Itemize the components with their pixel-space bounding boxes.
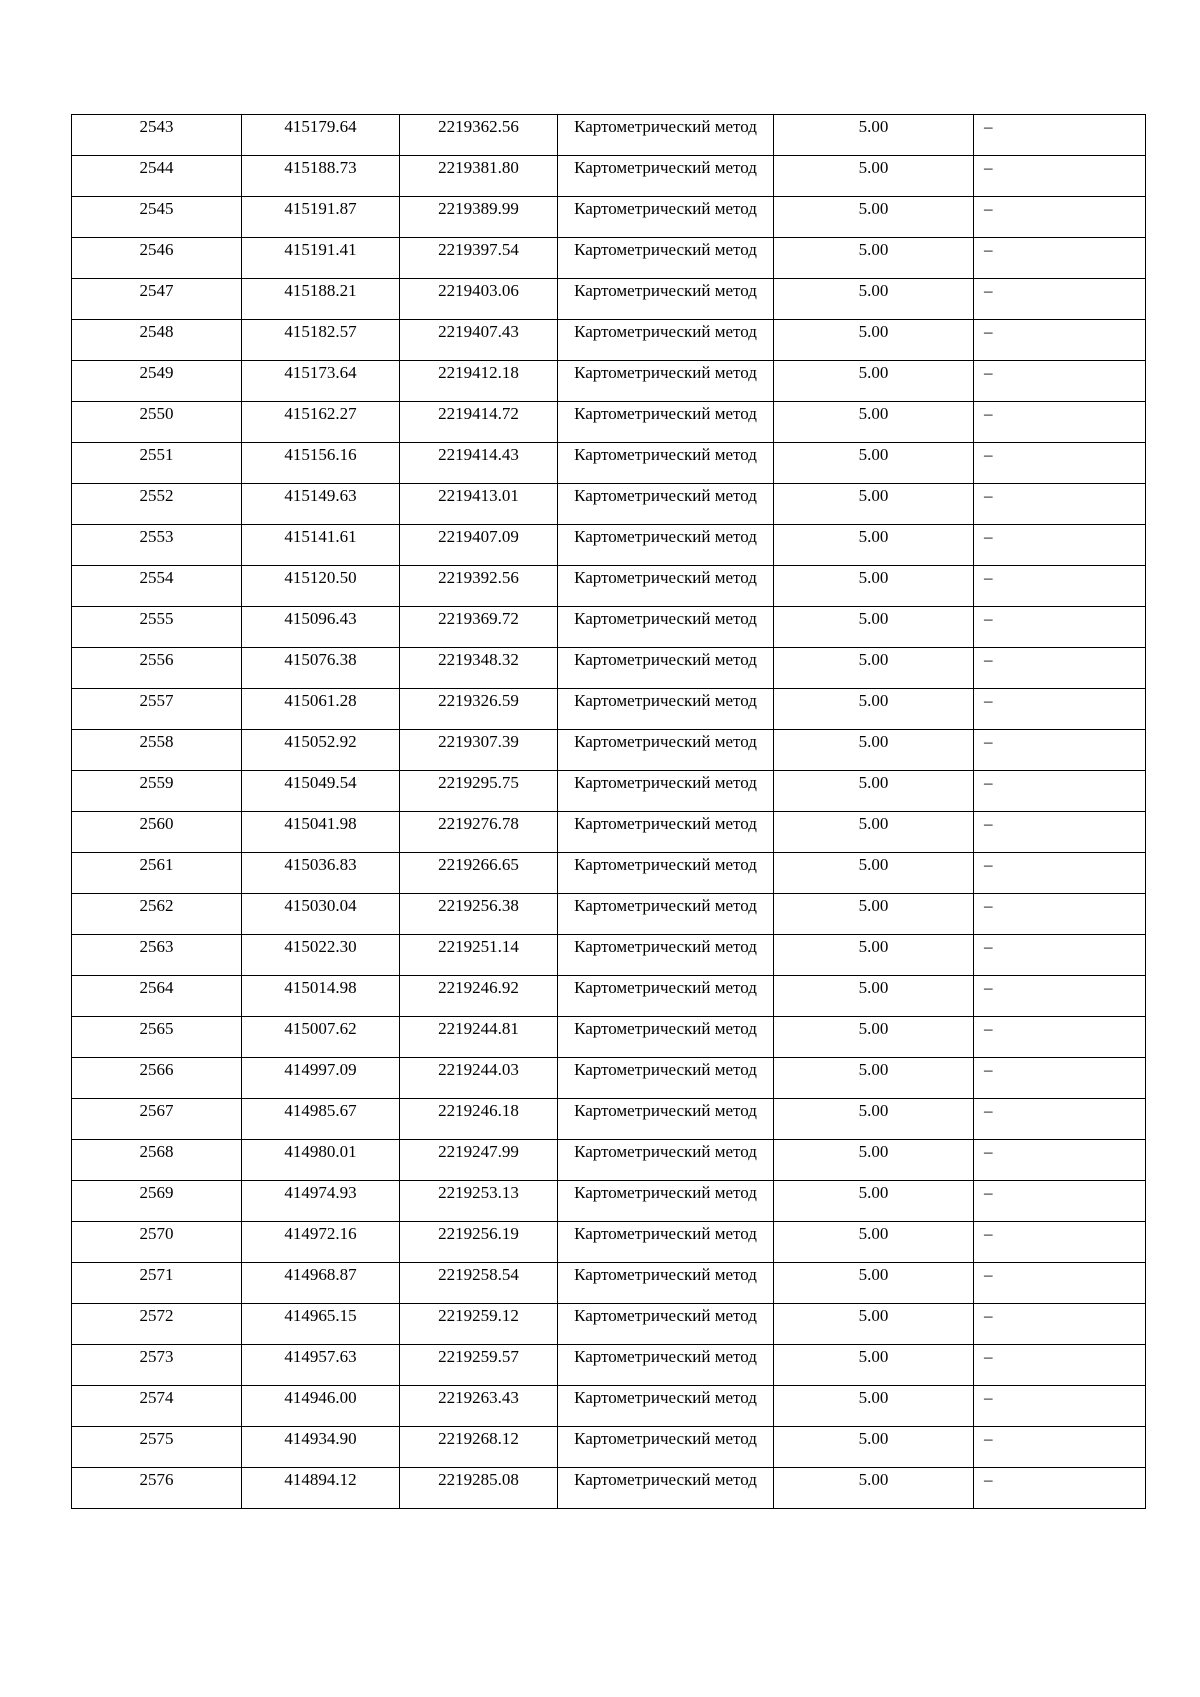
table-row xyxy=(72,894,1146,935)
x-coordinate-cell: 415149.63 xyxy=(242,484,400,525)
table-row xyxy=(72,1468,1146,1509)
method-cell: Картометрический метод xyxy=(558,361,774,402)
note-cell: – xyxy=(974,607,1146,648)
coordinates-table-container xyxy=(71,114,1146,1509)
method-cell: Картометрический метод xyxy=(558,648,774,689)
point-number-cell: 2550 xyxy=(72,402,242,443)
table-row xyxy=(72,115,1146,156)
table-row xyxy=(72,607,1146,648)
x-coordinate-cell: 415162.27 xyxy=(242,402,400,443)
x-coordinate-cell: 414980.01 xyxy=(242,1140,400,1181)
note-cell: – xyxy=(974,894,1146,935)
point-number-cell: 2574 xyxy=(72,1386,242,1427)
table-row xyxy=(72,279,1146,320)
accuracy-cell: 5.00 xyxy=(774,1181,974,1222)
method-cell: Картометрический метод xyxy=(558,1222,774,1263)
y-coordinate-cell: 2219307.39 xyxy=(400,730,558,771)
method-cell: Картометрический метод xyxy=(558,771,774,812)
note-cell: – xyxy=(974,115,1146,156)
y-coordinate-cell: 2219258.54 xyxy=(400,1263,558,1304)
x-coordinate-cell: 415141.61 xyxy=(242,525,400,566)
table-row xyxy=(72,771,1146,812)
point-number-cell: 2571 xyxy=(72,1263,242,1304)
y-coordinate-cell: 2219295.75 xyxy=(400,771,558,812)
method-cell: Картометрический метод xyxy=(558,1468,774,1509)
y-coordinate-cell: 2219407.09 xyxy=(400,525,558,566)
table-row xyxy=(72,402,1146,443)
note-cell: – xyxy=(974,1263,1146,1304)
y-coordinate-cell: 2219246.18 xyxy=(400,1099,558,1140)
y-coordinate-cell: 2219244.81 xyxy=(400,1017,558,1058)
accuracy-cell: 5.00 xyxy=(774,1099,974,1140)
table-row xyxy=(72,1181,1146,1222)
point-number-cell: 2551 xyxy=(72,443,242,484)
x-coordinate-cell: 415156.16 xyxy=(242,443,400,484)
x-coordinate-cell: 414974.93 xyxy=(242,1181,400,1222)
table-row xyxy=(72,320,1146,361)
point-number-cell: 2576 xyxy=(72,1468,242,1509)
y-coordinate-cell: 2219381.80 xyxy=(400,156,558,197)
point-number-cell: 2553 xyxy=(72,525,242,566)
point-number-cell: 2559 xyxy=(72,771,242,812)
x-coordinate-cell: 415120.50 xyxy=(242,566,400,607)
y-coordinate-cell: 2219251.14 xyxy=(400,935,558,976)
y-coordinate-cell: 2219256.38 xyxy=(400,894,558,935)
accuracy-cell: 5.00 xyxy=(774,402,974,443)
note-cell: – xyxy=(974,566,1146,607)
accuracy-cell: 5.00 xyxy=(774,197,974,238)
note-cell: – xyxy=(974,1386,1146,1427)
y-coordinate-cell: 2219403.06 xyxy=(400,279,558,320)
table-row xyxy=(72,1222,1146,1263)
y-coordinate-cell: 2219256.19 xyxy=(400,1222,558,1263)
method-cell: Картометрический метод xyxy=(558,894,774,935)
x-coordinate-cell: 414968.87 xyxy=(242,1263,400,1304)
note-cell: – xyxy=(974,197,1146,238)
y-coordinate-cell: 2219276.78 xyxy=(400,812,558,853)
method-cell: Картометрический метод xyxy=(558,1099,774,1140)
table-row xyxy=(72,238,1146,279)
point-number-cell: 2575 xyxy=(72,1427,242,1468)
note-cell: – xyxy=(974,1468,1146,1509)
y-coordinate-cell: 2219244.03 xyxy=(400,1058,558,1099)
y-coordinate-cell: 2219389.99 xyxy=(400,197,558,238)
method-cell: Картометрический метод xyxy=(558,566,774,607)
point-number-cell: 2562 xyxy=(72,894,242,935)
x-coordinate-cell: 415173.64 xyxy=(242,361,400,402)
y-coordinate-cell: 2219407.43 xyxy=(400,320,558,361)
table-row xyxy=(72,566,1146,607)
note-cell: – xyxy=(974,320,1146,361)
accuracy-cell: 5.00 xyxy=(774,525,974,566)
table-row xyxy=(72,1263,1146,1304)
accuracy-cell: 5.00 xyxy=(774,1304,974,1345)
accuracy-cell: 5.00 xyxy=(774,1140,974,1181)
note-cell: – xyxy=(974,1427,1146,1468)
point-number-cell: 2572 xyxy=(72,1304,242,1345)
point-number-cell: 2560 xyxy=(72,812,242,853)
note-cell: – xyxy=(974,156,1146,197)
note-cell: – xyxy=(974,1345,1146,1386)
point-number-cell: 2569 xyxy=(72,1181,242,1222)
x-coordinate-cell: 415191.41 xyxy=(242,238,400,279)
note-cell: – xyxy=(974,1017,1146,1058)
table-row xyxy=(72,730,1146,771)
point-number-cell: 2543 xyxy=(72,115,242,156)
point-number-cell: 2555 xyxy=(72,607,242,648)
accuracy-cell: 5.00 xyxy=(774,1017,974,1058)
point-number-cell: 2565 xyxy=(72,1017,242,1058)
method-cell: Картометрический метод xyxy=(558,484,774,525)
table-row xyxy=(72,648,1146,689)
accuracy-cell: 5.00 xyxy=(774,484,974,525)
point-number-cell: 2545 xyxy=(72,197,242,238)
point-number-cell: 2570 xyxy=(72,1222,242,1263)
table-row xyxy=(72,156,1146,197)
accuracy-cell: 5.00 xyxy=(774,1345,974,1386)
accuracy-cell: 5.00 xyxy=(774,279,974,320)
accuracy-cell: 5.00 xyxy=(774,771,974,812)
table-row xyxy=(72,1017,1146,1058)
accuracy-cell: 5.00 xyxy=(774,607,974,648)
accuracy-cell: 5.00 xyxy=(774,156,974,197)
method-cell: Картометрический метод xyxy=(558,279,774,320)
table-row xyxy=(72,361,1146,402)
x-coordinate-cell: 415022.30 xyxy=(242,935,400,976)
method-cell: Картометрический метод xyxy=(558,812,774,853)
table-row xyxy=(72,484,1146,525)
table-row xyxy=(72,976,1146,1017)
method-cell: Картометрический метод xyxy=(558,443,774,484)
table-row xyxy=(72,1099,1146,1140)
method-cell: Картометрический метод xyxy=(558,238,774,279)
table-row xyxy=(72,1304,1146,1345)
x-coordinate-cell: 415188.73 xyxy=(242,156,400,197)
x-coordinate-cell: 415096.43 xyxy=(242,607,400,648)
table-row xyxy=(72,443,1146,484)
point-number-cell: 2568 xyxy=(72,1140,242,1181)
y-coordinate-cell: 2219369.72 xyxy=(400,607,558,648)
accuracy-cell: 5.00 xyxy=(774,566,974,607)
x-coordinate-cell: 414946.00 xyxy=(242,1386,400,1427)
y-coordinate-cell: 2219412.18 xyxy=(400,361,558,402)
point-number-cell: 2566 xyxy=(72,1058,242,1099)
method-cell: Картометрический метод xyxy=(558,607,774,648)
x-coordinate-cell: 415036.83 xyxy=(242,853,400,894)
method-cell: Картометрический метод xyxy=(558,402,774,443)
method-cell: Картометрический метод xyxy=(558,853,774,894)
method-cell: Картометрический метод xyxy=(558,115,774,156)
accuracy-cell: 5.00 xyxy=(774,976,974,1017)
y-coordinate-cell: 2219247.99 xyxy=(400,1140,558,1181)
x-coordinate-cell: 415030.04 xyxy=(242,894,400,935)
table-row xyxy=(72,1345,1146,1386)
y-coordinate-cell: 2219414.43 xyxy=(400,443,558,484)
x-coordinate-cell: 415182.57 xyxy=(242,320,400,361)
accuracy-cell: 5.00 xyxy=(774,1263,974,1304)
note-cell: – xyxy=(974,812,1146,853)
method-cell: Картометрический метод xyxy=(558,1345,774,1386)
table-row xyxy=(72,1386,1146,1427)
accuracy-cell: 5.00 xyxy=(774,730,974,771)
accuracy-cell: 5.00 xyxy=(774,853,974,894)
note-cell: – xyxy=(974,361,1146,402)
note-cell: – xyxy=(974,1304,1146,1345)
method-cell: Картометрический метод xyxy=(558,156,774,197)
point-number-cell: 2549 xyxy=(72,361,242,402)
method-cell: Картометрический метод xyxy=(558,976,774,1017)
point-number-cell: 2546 xyxy=(72,238,242,279)
table-row xyxy=(72,197,1146,238)
table-row xyxy=(72,1427,1146,1468)
accuracy-cell: 5.00 xyxy=(774,238,974,279)
x-coordinate-cell: 414985.67 xyxy=(242,1099,400,1140)
accuracy-cell: 5.00 xyxy=(774,1222,974,1263)
point-number-cell: 2567 xyxy=(72,1099,242,1140)
table-row xyxy=(72,935,1146,976)
x-coordinate-cell: 415179.64 xyxy=(242,115,400,156)
x-coordinate-cell: 415052.92 xyxy=(242,730,400,771)
x-coordinate-cell: 414957.63 xyxy=(242,1345,400,1386)
y-coordinate-cell: 2219259.57 xyxy=(400,1345,558,1386)
method-cell: Картометрический метод xyxy=(558,1140,774,1181)
x-coordinate-cell: 415188.21 xyxy=(242,279,400,320)
accuracy-cell: 5.00 xyxy=(774,1058,974,1099)
method-cell: Картометрический метод xyxy=(558,1058,774,1099)
x-coordinate-cell: 414997.09 xyxy=(242,1058,400,1099)
note-cell: – xyxy=(974,689,1146,730)
x-coordinate-cell: 415049.54 xyxy=(242,771,400,812)
y-coordinate-cell: 2219246.92 xyxy=(400,976,558,1017)
note-cell: – xyxy=(974,730,1146,771)
x-coordinate-cell: 414965.15 xyxy=(242,1304,400,1345)
method-cell: Картометрический метод xyxy=(558,1304,774,1345)
point-number-cell: 2552 xyxy=(72,484,242,525)
x-coordinate-cell: 415007.62 xyxy=(242,1017,400,1058)
accuracy-cell: 5.00 xyxy=(774,1386,974,1427)
point-number-cell: 2557 xyxy=(72,689,242,730)
accuracy-cell: 5.00 xyxy=(774,935,974,976)
x-coordinate-cell: 414894.12 xyxy=(242,1468,400,1509)
note-cell: – xyxy=(974,1058,1146,1099)
table-row xyxy=(72,853,1146,894)
y-coordinate-cell: 2219414.72 xyxy=(400,402,558,443)
accuracy-cell: 5.00 xyxy=(774,115,974,156)
note-cell: – xyxy=(974,771,1146,812)
y-coordinate-cell: 2219348.32 xyxy=(400,648,558,689)
y-coordinate-cell: 2219253.13 xyxy=(400,1181,558,1222)
note-cell: – xyxy=(974,935,1146,976)
point-number-cell: 2573 xyxy=(72,1345,242,1386)
accuracy-cell: 5.00 xyxy=(774,648,974,689)
method-cell: Картометрический метод xyxy=(558,525,774,566)
accuracy-cell: 5.00 xyxy=(774,1468,974,1509)
note-cell: – xyxy=(974,1222,1146,1263)
y-coordinate-cell: 2219392.56 xyxy=(400,566,558,607)
y-coordinate-cell: 2219268.12 xyxy=(400,1427,558,1468)
x-coordinate-cell: 415014.98 xyxy=(242,976,400,1017)
x-coordinate-cell: 414934.90 xyxy=(242,1427,400,1468)
point-number-cell: 2548 xyxy=(72,320,242,361)
note-cell: – xyxy=(974,1181,1146,1222)
note-cell: – xyxy=(974,976,1146,1017)
method-cell: Картометрический метод xyxy=(558,320,774,361)
note-cell: – xyxy=(974,443,1146,484)
accuracy-cell: 5.00 xyxy=(774,894,974,935)
accuracy-cell: 5.00 xyxy=(774,361,974,402)
x-coordinate-cell: 415076.38 xyxy=(242,648,400,689)
note-cell: – xyxy=(974,279,1146,320)
accuracy-cell: 5.00 xyxy=(774,689,974,730)
y-coordinate-cell: 2219259.12 xyxy=(400,1304,558,1345)
x-coordinate-cell: 415041.98 xyxy=(242,812,400,853)
note-cell: – xyxy=(974,238,1146,279)
y-coordinate-cell: 2219285.08 xyxy=(400,1468,558,1509)
point-number-cell: 2554 xyxy=(72,566,242,607)
x-coordinate-cell: 415191.87 xyxy=(242,197,400,238)
method-cell: Картометрический метод xyxy=(558,1181,774,1222)
note-cell: – xyxy=(974,1099,1146,1140)
accuracy-cell: 5.00 xyxy=(774,812,974,853)
x-coordinate-cell: 415061.28 xyxy=(242,689,400,730)
method-cell: Картометрический метод xyxy=(558,689,774,730)
table-body xyxy=(72,115,1146,1509)
point-number-cell: 2556 xyxy=(72,648,242,689)
note-cell: – xyxy=(974,853,1146,894)
note-cell: – xyxy=(974,484,1146,525)
accuracy-cell: 5.00 xyxy=(774,320,974,361)
point-number-cell: 2558 xyxy=(72,730,242,771)
method-cell: Картометрический метод xyxy=(558,1427,774,1468)
point-number-cell: 2564 xyxy=(72,976,242,1017)
table-row xyxy=(72,1058,1146,1099)
method-cell: Картометрический метод xyxy=(558,730,774,771)
note-cell: – xyxy=(974,648,1146,689)
accuracy-cell: 5.00 xyxy=(774,1427,974,1468)
table-row xyxy=(72,812,1146,853)
table-row xyxy=(72,1140,1146,1181)
x-coordinate-cell: 414972.16 xyxy=(242,1222,400,1263)
accuracy-cell: 5.00 xyxy=(774,443,974,484)
y-coordinate-cell: 2219266.65 xyxy=(400,853,558,894)
table-row xyxy=(72,689,1146,730)
coordinates-table xyxy=(71,114,1146,1509)
method-cell: Картометрический метод xyxy=(558,1017,774,1058)
note-cell: – xyxy=(974,1140,1146,1181)
y-coordinate-cell: 2219397.54 xyxy=(400,238,558,279)
method-cell: Картометрический метод xyxy=(558,1263,774,1304)
point-number-cell: 2547 xyxy=(72,279,242,320)
y-coordinate-cell: 2219362.56 xyxy=(400,115,558,156)
point-number-cell: 2544 xyxy=(72,156,242,197)
table-row xyxy=(72,525,1146,566)
y-coordinate-cell: 2219263.43 xyxy=(400,1386,558,1427)
note-cell: – xyxy=(974,525,1146,566)
point-number-cell: 2561 xyxy=(72,853,242,894)
y-coordinate-cell: 2219413.01 xyxy=(400,484,558,525)
method-cell: Картометрический метод xyxy=(558,1386,774,1427)
method-cell: Картометрический метод xyxy=(558,197,774,238)
note-cell: – xyxy=(974,402,1146,443)
point-number-cell: 2563 xyxy=(72,935,242,976)
method-cell: Картометрический метод xyxy=(558,935,774,976)
y-coordinate-cell: 2219326.59 xyxy=(400,689,558,730)
